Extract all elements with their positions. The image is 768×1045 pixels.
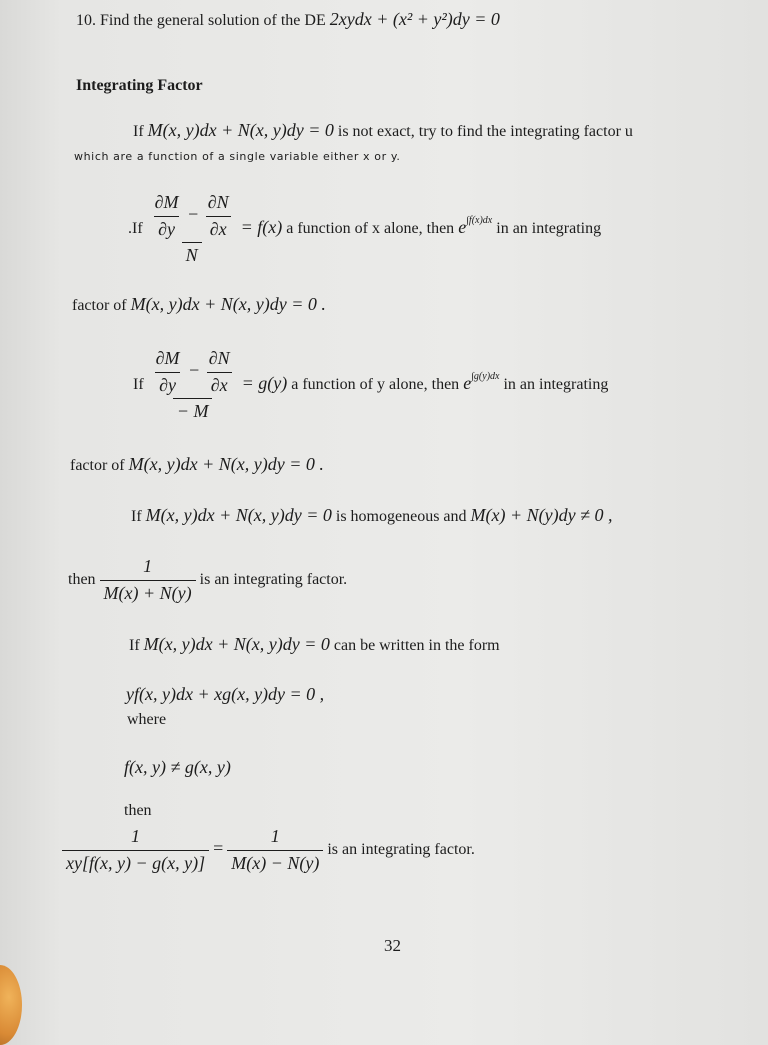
rule5-fraction-right: $\frac{1}{M(x) - N(y)}$	[227, 826, 323, 874]
rule5-prefix: If	[129, 637, 140, 654]
rule3-dn-dx: $\frac{\partial N}{\partial x}$	[208, 348, 230, 395]
rule5-where: where	[127, 711, 167, 728]
rule5-fraction-left: $\frac{1}{xy[f(x, y) - g(x, y)]}$	[62, 826, 209, 874]
rule4-tail: is an integrating factor.	[199, 570, 348, 588]
rule5-equals: =	[213, 837, 224, 858]
rule5-then: then	[124, 802, 152, 819]
rule4-condition: M(x) + N(y)dy ≠ 0 ,	[470, 505, 613, 525]
rule4-text: is homogeneous and	[335, 508, 467, 525]
rule4-prefix: If	[131, 508, 142, 525]
rule3-text: a function of y alone, then	[291, 376, 460, 394]
rule2-fraction: $\frac{\partial M}{\partial y}$ − $\frac{\partial N}{\partial x}$ N	[147, 192, 237, 267]
rule2-line2: factor of M(x, y)dx + N(x, y)dy = 0 .	[72, 294, 326, 314]
rule3-exp: $e^{\int g(y)dx}$	[463, 371, 500, 394]
rule2-equals: = f(x)	[240, 217, 283, 238]
rule3-line2: factor of M(x, y)dx + N(x, y)dy = 0 .	[70, 454, 324, 474]
rule5-condition: f(x, y) ≠ g(x, y)	[124, 757, 231, 777]
problem-equation: 2xydx + (x² + y²)dy = 0	[329, 9, 500, 29]
rule2-text: a function of x alone, then	[286, 220, 455, 238]
rule5-equation: M(x, y)dx + N(x, y)dy = 0	[143, 634, 330, 654]
problem-statement	[76, 9, 500, 31]
rule2-tail: in an integrating	[496, 220, 602, 238]
rule5-text: can be written in the form	[333, 637, 500, 654]
rule1-prefix: If	[133, 123, 144, 140]
rule1-text: is not exact, try to find the integrating factor u	[337, 123, 633, 140]
rule2-exp: $e^{\int f(x)dx}$	[458, 215, 493, 238]
rule4-then: then	[68, 570, 96, 588]
rule3-fraction: $\frac{\partial M}{\partial y}$ − $\frac{\partial N}{\partial x}$ − M	[148, 348, 238, 423]
section-title: Integrating Factor	[76, 77, 203, 94]
problem-prompt: Find the general solution of the DE	[100, 12, 326, 29]
rule5-form: yf(x, y)dx + xg(x, y)dy = 0 ,	[126, 684, 325, 704]
rule3-prefix: If	[133, 376, 144, 394]
rule1-equation: M(x, y)dx + N(x, y)dy = 0	[147, 120, 334, 140]
rule5-tail: is an integrating factor.	[327, 840, 475, 858]
rule5-result-line	[62, 826, 475, 874]
rule4-fraction: $\frac{1}{M(x) + N(y)}$	[100, 556, 196, 604]
rule3-line	[133, 348, 608, 423]
thumb-edge	[0, 965, 22, 1045]
rule2-denominator: N	[182, 242, 202, 267]
rule4-then-line	[68, 556, 347, 604]
page-number: 32	[384, 936, 401, 955]
rule2-line	[128, 192, 601, 267]
rule3-dm-dy: $\frac{\partial M}{\partial y}$	[155, 348, 180, 395]
rule4-line	[131, 505, 613, 527]
rule1-line2: which are a function of a single variable either x or y.	[74, 150, 401, 163]
problem-number: 10.	[76, 12, 96, 29]
rule4-equation: M(x, y)dx + N(x, y)dy = 0	[145, 505, 332, 525]
rule3-denominator: − M	[173, 398, 213, 423]
rule1-line	[133, 120, 633, 142]
rule5-line	[129, 634, 500, 656]
rule2-dn-dx: $\frac{\partial N}{\partial x}$	[207, 192, 229, 239]
rule3-equals: = g(y)	[241, 373, 288, 394]
rule2-prefix: .If	[128, 220, 143, 238]
rule3-tail: in an integrating	[503, 376, 609, 394]
rule2-dm-dy: $\frac{\partial M}{\partial y}$	[154, 192, 179, 239]
